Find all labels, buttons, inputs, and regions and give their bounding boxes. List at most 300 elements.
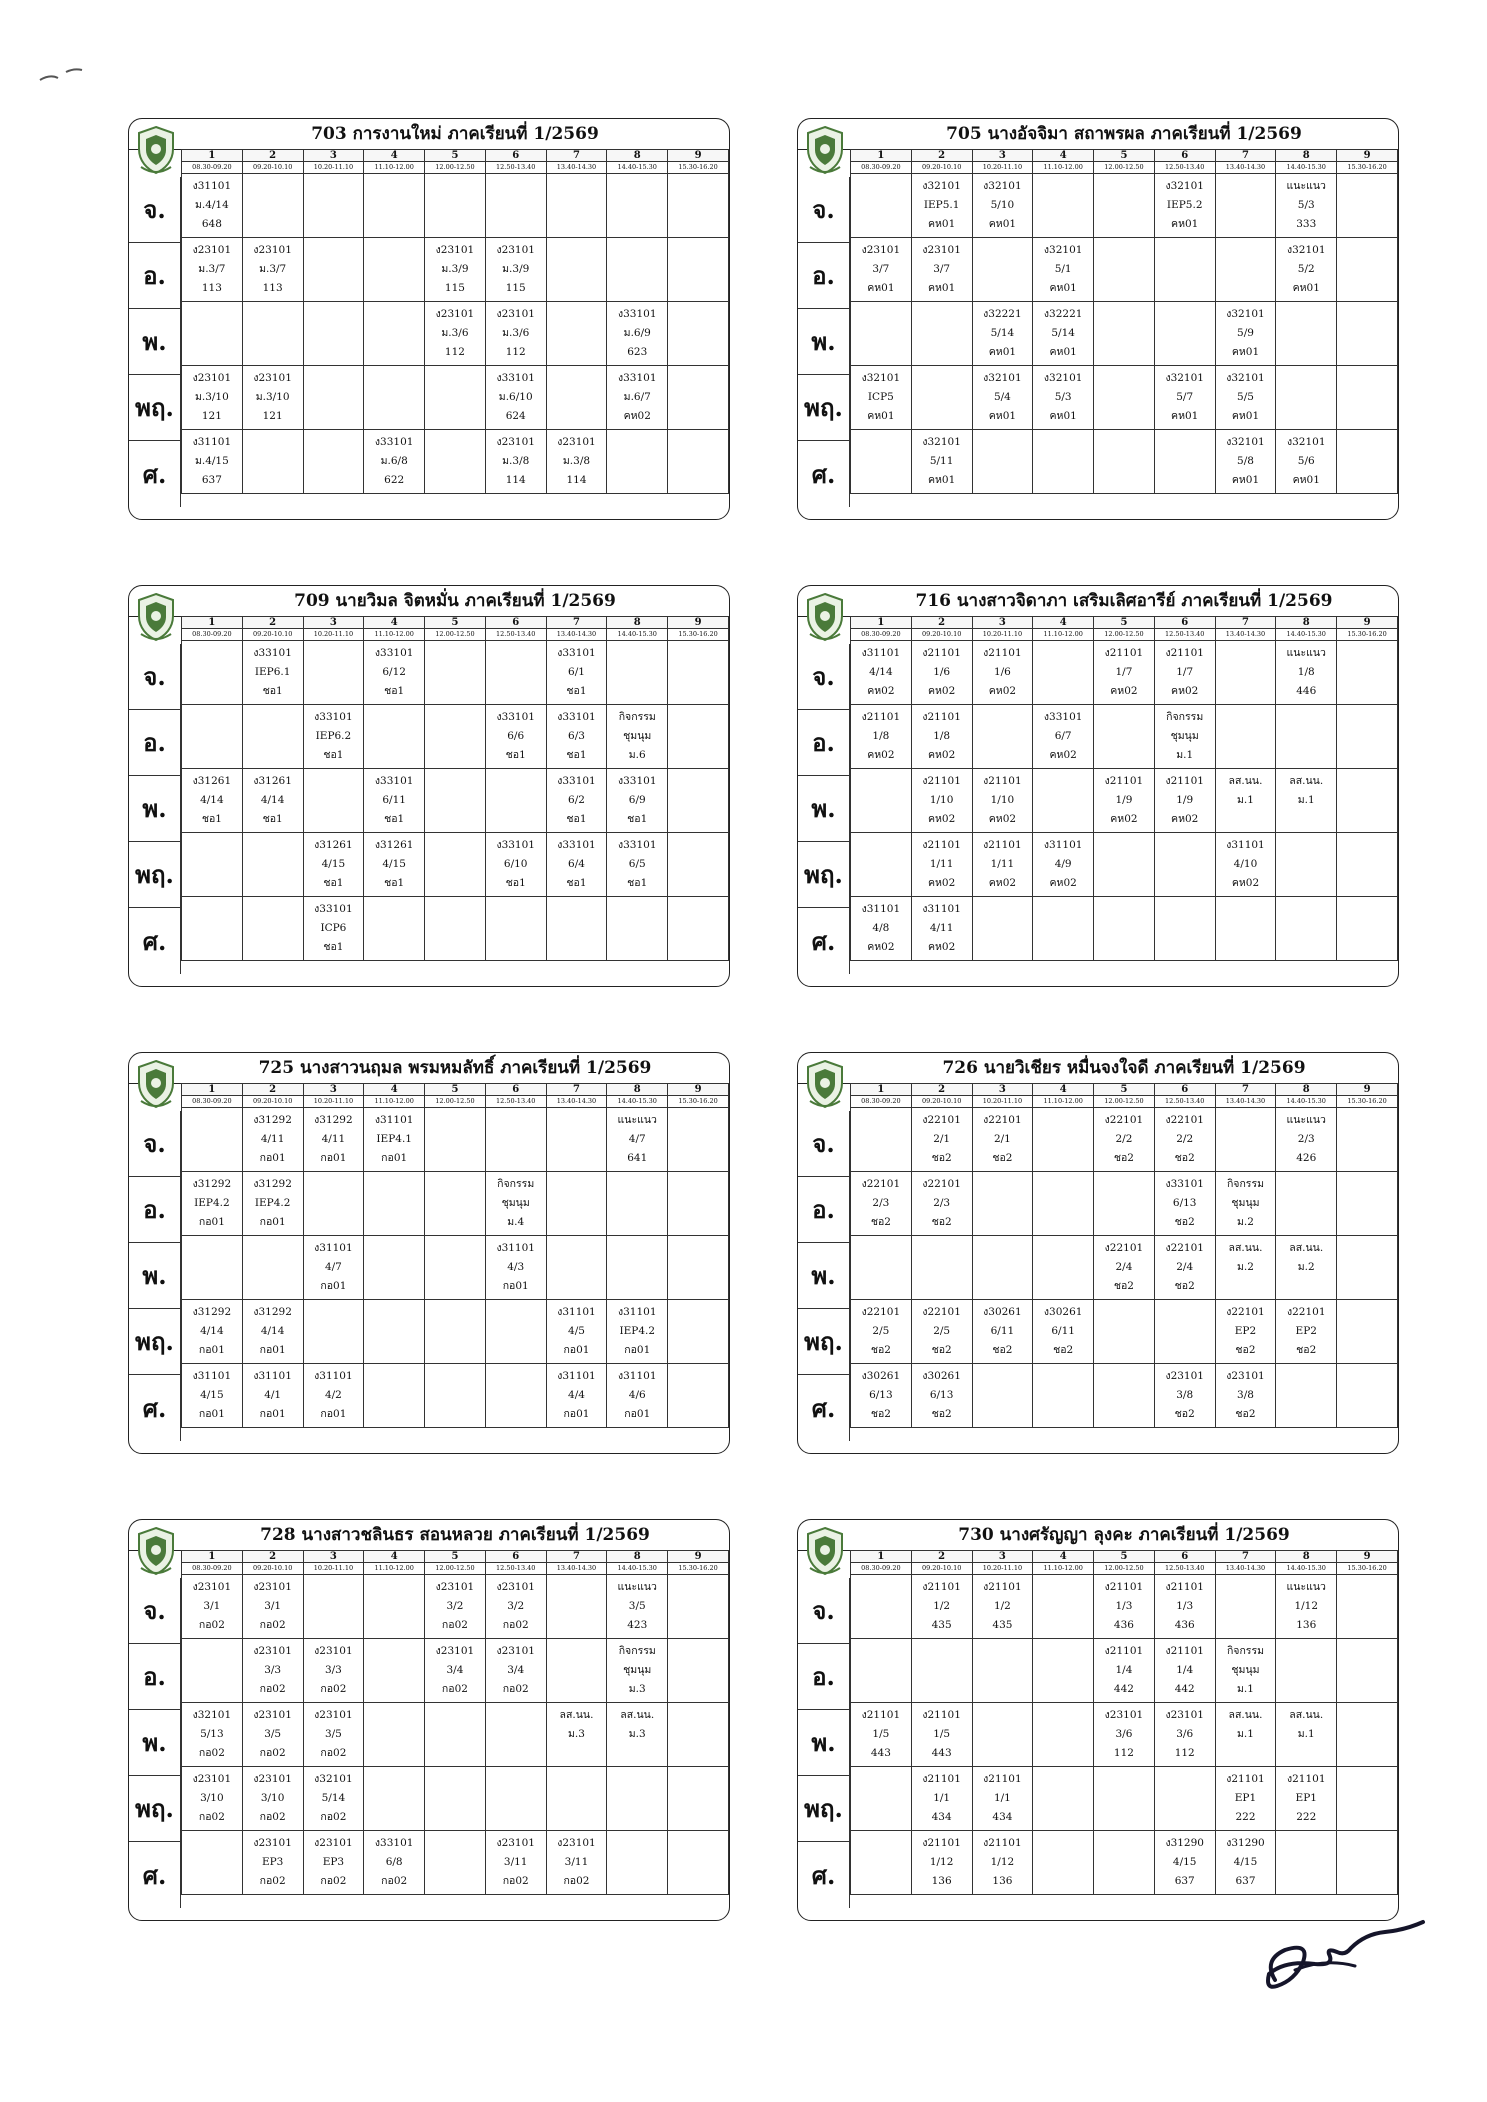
cell-line: ง23101	[435, 244, 475, 256]
schedule-cell	[364, 1767, 425, 1831]
schedule-cell	[485, 238, 546, 302]
schedule-cell	[607, 174, 668, 238]
schedule-cell	[546, 1364, 607, 1428]
cell-line: ง21101	[1165, 1581, 1204, 1593]
period-number: 8	[607, 1551, 668, 1563]
cell-line: กอ01	[259, 1216, 286, 1228]
schedule-cell	[425, 1300, 486, 1364]
schedule-cell	[303, 238, 364, 302]
cell-line: 6/11	[1051, 1325, 1075, 1337]
cell-line: ม.1	[1237, 794, 1254, 806]
schedule-cell	[851, 705, 912, 769]
cell-line: 1/9	[1115, 794, 1133, 806]
schedule-cell	[364, 1172, 425, 1236]
schedule-cell	[546, 1108, 607, 1172]
schedule-header	[129, 119, 729, 150]
schedule-cell	[1215, 1300, 1276, 1364]
timetable-grid	[181, 149, 729, 494]
cell-line: ง31101	[374, 1114, 414, 1126]
period-number: 1	[851, 617, 912, 629]
cell-line: ชอ1	[566, 813, 587, 825]
schedule-header	[798, 1520, 1398, 1551]
period-number: 4	[1033, 1084, 1094, 1096]
period-time: 14.40-15.30	[607, 1563, 668, 1575]
cell-line: ง21101	[922, 839, 961, 851]
timetable-grid	[181, 1550, 729, 1895]
cell-line: ชอ1	[384, 685, 405, 697]
schedule-cell	[851, 1300, 912, 1364]
cell-line: 114	[566, 474, 587, 486]
period-number: 7	[546, 150, 607, 162]
schedule-cell	[1215, 769, 1276, 833]
schedule-cell	[1154, 897, 1215, 961]
schedule-cell	[364, 833, 425, 897]
period-number: 4	[1033, 150, 1094, 162]
schedule-cell	[1154, 1831, 1215, 1895]
schedule-cell	[851, 641, 912, 705]
cell-line: คห02	[1049, 877, 1077, 889]
day-row	[851, 1703, 1398, 1767]
period-time: 09.20-10.10	[911, 1563, 972, 1575]
schedule-cell	[425, 1364, 486, 1428]
schedule-title: 716 นางสาวจิดาภา เสริมเลิศอารีย์ ภาคเรียนที่ 1/2569	[915, 591, 1333, 611]
schedule-cell	[1337, 769, 1398, 833]
period-number: 3	[972, 617, 1033, 629]
cell-line: ง23101	[435, 1581, 475, 1593]
period-number: 5	[425, 150, 486, 162]
period-number: 4	[364, 1551, 425, 1563]
cell-line: ม.3/10	[255, 391, 290, 403]
teacher-schedule	[128, 1519, 730, 1921]
cell-line: 136	[931, 1875, 952, 1887]
schedule-cell	[1094, 641, 1155, 705]
period-number: 3	[303, 1084, 364, 1096]
schedule-cell	[425, 238, 486, 302]
schedule-title: 726 นายวิเชียร หมื่นจงใจดี ภาคเรียนที่ 1/2569	[942, 1058, 1306, 1078]
cell-line: ง22101	[861, 1306, 901, 1318]
schedule-cell	[303, 769, 364, 833]
period-number: 6	[1154, 617, 1215, 629]
cell-line: ชอ2	[870, 1408, 891, 1420]
cell-line: 6/2	[568, 794, 585, 806]
cell-line: กอ02	[320, 1875, 347, 1887]
teacher-schedule	[797, 1052, 1399, 1454]
period-number: 6	[485, 1551, 546, 1563]
cell-line: ชุมนุม	[1231, 1664, 1260, 1676]
cell-line: EP2	[1295, 1325, 1317, 1337]
schedule-cell	[1094, 833, 1155, 897]
cell-line: 6/1	[568, 666, 585, 678]
schedule-cell	[1033, 1703, 1094, 1767]
cell-line: 4/7	[324, 1261, 342, 1273]
schedule-title: 705 นางอัจจิมา สถาพรผล ภาคเรียนที่ 1/2569	[946, 124, 1302, 144]
cell-line: ง31292	[192, 1178, 232, 1190]
cell-line: 5/7	[1176, 391, 1194, 403]
day-label: พฤ.	[129, 1776, 180, 1842]
schedule-cell	[485, 705, 546, 769]
period-time: 15.30-16.20	[668, 162, 729, 174]
cell-line: 1/2	[993, 1600, 1011, 1612]
period-time: 15.30-16.20	[668, 1563, 729, 1575]
schedule-cell	[1337, 1236, 1398, 1300]
schedule-cell	[1215, 302, 1276, 366]
cell-line: 2/3	[872, 1197, 890, 1209]
teacher-schedule	[797, 1519, 1399, 1921]
cell-line: ง31101	[253, 1370, 292, 1382]
period-number: 8	[1276, 150, 1337, 162]
schedule-cell	[1033, 1236, 1094, 1300]
schedule-cell	[911, 174, 972, 238]
period-time: 10.20-11.10	[972, 162, 1033, 174]
cell-line: ม.6/8	[380, 455, 408, 467]
cell-line: 112	[1174, 1747, 1195, 1759]
cell-line: 4/14	[260, 1325, 285, 1337]
cell-line: IEP4.2	[194, 1197, 230, 1209]
period-number: 6	[485, 150, 546, 162]
cell-line: คห02	[988, 813, 1017, 825]
schedule-cell	[364, 1108, 425, 1172]
cell-line: 443	[870, 1747, 891, 1759]
schedule-cell	[303, 366, 364, 430]
cell-line: ง32101	[1165, 180, 1204, 192]
cell-line: ง31101	[617, 1370, 657, 1382]
schedule-cell	[1033, 1172, 1094, 1236]
cell-line: 3/10	[200, 1792, 224, 1804]
day-label: จ.	[798, 1111, 849, 1177]
schedule-cell	[668, 1767, 729, 1831]
schedule-cell	[364, 1236, 425, 1300]
cell-line: คห02	[867, 685, 895, 697]
day-row	[851, 430, 1398, 494]
cell-line: 5/13	[200, 1728, 224, 1740]
period-time: 09.20-10.10	[911, 629, 972, 641]
schedule-cell	[1337, 1703, 1398, 1767]
period-time: 15.30-16.20	[668, 1096, 729, 1108]
schedule-cell	[364, 1364, 425, 1428]
schedule-cell	[851, 1172, 912, 1236]
schedule-cell	[607, 366, 668, 430]
period-time-row	[851, 1096, 1398, 1108]
cell-line: ง33101	[374, 647, 414, 659]
cell-line: ง23101	[557, 1837, 596, 1849]
schedule-cell	[1094, 897, 1155, 961]
period-time: 12.00-12.50	[1094, 1096, 1155, 1108]
cell-line: กอ01	[320, 1152, 347, 1164]
schedule-cell	[1154, 1767, 1215, 1831]
period-time: 10.20-11.10	[972, 1096, 1033, 1108]
schedule-cell	[1337, 705, 1398, 769]
day-label: พ.	[798, 1710, 849, 1776]
cell-line: คห01	[927, 282, 956, 294]
schedule-cell	[1033, 430, 1094, 494]
schedule-cell	[303, 897, 364, 961]
period-number: 9	[1337, 1551, 1398, 1563]
cell-line: 4/5	[568, 1325, 585, 1337]
day-row	[182, 897, 729, 961]
cell-line: ลส.นน.	[1289, 775, 1324, 787]
cell-line: ง32101	[1043, 372, 1083, 384]
cell-line: ชอ2	[1174, 1152, 1195, 1164]
cell-line: 3/8	[1176, 1389, 1194, 1401]
schedule-cell	[364, 769, 425, 833]
cell-line: คห01	[1049, 282, 1077, 294]
cell-line: 1/5	[872, 1728, 890, 1740]
cell-line: 3/1	[264, 1600, 282, 1612]
cell-line: ง21101	[983, 1773, 1022, 1785]
schedule-cell	[1033, 705, 1094, 769]
schedule-cell	[242, 1236, 303, 1300]
schedule-cell	[303, 705, 364, 769]
cell-line: 1/8	[1297, 666, 1315, 678]
schedule-cell	[425, 366, 486, 430]
cell-line: คห02	[1049, 749, 1077, 761]
cell-line: ง21101	[922, 1709, 961, 1721]
period-time: 10.20-11.10	[303, 629, 364, 641]
handwritten-signature	[1255, 1900, 1445, 2000]
period-number: 8	[1276, 1084, 1337, 1096]
schedule-cell	[911, 1703, 972, 1767]
cell-line: 6/11	[990, 1325, 1015, 1337]
cell-line: ง31101	[922, 903, 961, 915]
cell-line: กิจกรรม	[1166, 711, 1204, 723]
cell-line: 6/9	[628, 794, 646, 806]
schedule-cell	[607, 238, 668, 302]
schedule-cell	[303, 1172, 364, 1236]
cell-line: 1/3	[1115, 1600, 1133, 1612]
cell-line: 4/2	[324, 1389, 342, 1401]
cell-line: 136	[1296, 1619, 1317, 1631]
cell-line: คห01	[867, 282, 895, 294]
cell-line: คห01	[988, 346, 1017, 358]
schedule-cell	[303, 833, 364, 897]
schedule-cell	[851, 302, 912, 366]
cell-line: ง21101	[983, 647, 1022, 659]
cell-line: 4/15	[321, 858, 346, 870]
period-number: 6	[1154, 150, 1215, 162]
schedule-cell	[1276, 1300, 1337, 1364]
schedule-cell	[607, 1300, 668, 1364]
cell-line: 5/4	[993, 391, 1011, 403]
schedule-cell	[1276, 1172, 1337, 1236]
cell-line: 648	[201, 218, 222, 230]
cell-line: 113	[262, 282, 283, 294]
schedule-cell	[1276, 1364, 1337, 1428]
schedule-title: 725 นางสาวนฤมล พรมหมลัทธิ์ ภาคเรียนที่ 1/2569	[258, 1058, 652, 1078]
schedule-cell	[1276, 705, 1337, 769]
cell-line: กอ01	[624, 1344, 651, 1356]
schedule-cell	[911, 1300, 972, 1364]
day-label: พ.	[798, 309, 849, 375]
period-time: 13.40-14.30	[1215, 162, 1276, 174]
period-number: 2	[911, 150, 972, 162]
cell-line: ง32101	[192, 1709, 232, 1721]
day-row	[182, 302, 729, 366]
cell-line: ชอ2	[992, 1344, 1013, 1356]
cell-line: ชุมนุม	[623, 1664, 652, 1676]
schedule-cell	[1094, 705, 1155, 769]
period-time: 12.50-13.40	[485, 629, 546, 641]
schedule-header	[798, 119, 1398, 150]
schedule-cell	[1276, 897, 1337, 961]
cell-line: IEP6.2	[315, 730, 352, 742]
cell-line: 6/11	[382, 794, 406, 806]
schedule-cell	[1276, 833, 1337, 897]
schedule-cell	[668, 833, 729, 897]
cell-line: คห01	[927, 218, 956, 230]
schedule-cell	[1337, 1108, 1398, 1172]
schedule-cell	[1215, 641, 1276, 705]
cell-line: 222	[1296, 1811, 1317, 1823]
period-time: 12.00-12.50	[425, 162, 486, 174]
cell-line: ชอ1	[566, 749, 587, 761]
cell-line: ง31292	[253, 1114, 292, 1126]
schedule-cell	[851, 366, 912, 430]
cell-line: ชอ1	[384, 877, 405, 889]
period-time: 11.10-12.00	[364, 1563, 425, 1575]
day-label: พ.	[798, 1243, 849, 1309]
cell-line: คห02	[1171, 685, 1199, 697]
schedule-cell	[182, 174, 243, 238]
cell-line: คห01	[1292, 474, 1320, 486]
schedule-cell	[546, 1767, 607, 1831]
cell-line: ง31290	[1226, 1837, 1265, 1849]
schedule-cell	[425, 430, 486, 494]
cell-line: ง21101	[1286, 1773, 1326, 1785]
day-row	[182, 1767, 729, 1831]
cell-line: คห01	[927, 474, 956, 486]
cell-line: 112	[444, 346, 465, 358]
schedule-cell	[485, 366, 546, 430]
cell-line: กอ02	[259, 1619, 286, 1631]
school-crest-icon	[133, 1524, 179, 1578]
cell-line: 6/12	[382, 666, 406, 678]
schedule-cell	[364, 897, 425, 961]
period-number: 2	[911, 1551, 972, 1563]
cell-line: ชุมนุม	[1231, 1197, 1260, 1209]
cell-line: ม.6	[628, 749, 646, 761]
teacher-schedule	[797, 585, 1399, 987]
schedule-header	[129, 1053, 729, 1084]
schedule-cell	[972, 769, 1033, 833]
schedule-cell	[1337, 1364, 1398, 1428]
cell-line: 3/5	[628, 1600, 646, 1612]
schedule-cell	[972, 366, 1033, 430]
day-label: ศ.	[811, 1860, 836, 1890]
cell-line: 112	[1113, 1747, 1134, 1759]
cell-line: 4/8	[872, 922, 890, 934]
period-time-row	[182, 629, 729, 641]
cell-line: ม.3/8	[502, 455, 530, 467]
period-number: 2	[911, 617, 972, 629]
cell-line: ม.3	[628, 1683, 646, 1695]
cell-line: ลส.นน.	[1289, 1709, 1324, 1721]
cell-line: ง31101	[861, 647, 901, 659]
schedule-cell	[546, 302, 607, 366]
cell-line: ICP5	[867, 391, 894, 403]
schedule-cell	[364, 1703, 425, 1767]
period-time: 10.20-11.10	[972, 629, 1033, 641]
cell-line: ง21101	[1104, 1645, 1144, 1657]
schedule-cell	[1094, 1575, 1155, 1639]
cell-line: 442	[1113, 1683, 1134, 1695]
schedule-cell	[425, 1172, 486, 1236]
schedule-cell	[242, 897, 303, 961]
period-time: 08.30-09.20	[182, 629, 243, 641]
schedule-cell	[425, 897, 486, 961]
schedule-cell	[607, 833, 668, 897]
cell-line: EP3	[261, 1856, 284, 1868]
schedule-cell	[182, 238, 243, 302]
schedule-cell	[1094, 1236, 1155, 1300]
period-time: 10.20-11.10	[972, 1563, 1033, 1575]
cell-line: กอ01	[198, 1216, 225, 1228]
cell-line: ง23101	[253, 372, 292, 384]
cell-line: คห02	[927, 941, 956, 953]
schedule-cell	[1337, 430, 1398, 494]
cell-line: ง32101	[1226, 436, 1265, 448]
period-time: 09.20-10.10	[242, 1563, 303, 1575]
cell-line: ง31101	[557, 1370, 596, 1382]
cell-line: กอ01	[320, 1280, 347, 1292]
cell-line: 121	[262, 410, 283, 422]
schedule-header	[798, 1053, 1398, 1084]
period-time: 09.20-10.10	[242, 629, 303, 641]
schedule-cell	[485, 1172, 546, 1236]
cell-line: 1/11	[990, 858, 1015, 870]
schedule-cell	[911, 1236, 972, 1300]
period-time: 12.50-13.40	[485, 162, 546, 174]
cell-line: 115	[505, 282, 526, 294]
school-crest-icon	[133, 590, 179, 644]
schedule-cell	[364, 1831, 425, 1895]
schedule-cell	[425, 1831, 486, 1895]
schedule-cell	[972, 430, 1033, 494]
period-time: 14.40-15.30	[1276, 1563, 1337, 1575]
cell-line: 3/8	[1237, 1389, 1254, 1401]
cell-line: ชอ2	[992, 1152, 1013, 1164]
period-number: 2	[242, 1084, 303, 1096]
schedule-cell	[1215, 705, 1276, 769]
schedule-cell	[668, 705, 729, 769]
cell-line: ง21101	[922, 711, 961, 723]
schedule-cell	[546, 1575, 607, 1639]
schedule-cell	[1154, 641, 1215, 705]
schedule-cell	[485, 1767, 546, 1831]
cell-line: 436	[1174, 1619, 1195, 1631]
period-time: 10.20-11.10	[303, 1096, 364, 1108]
day-row	[182, 1703, 729, 1767]
cell-line: คห01	[1292, 282, 1320, 294]
schedule-cell	[1154, 1364, 1215, 1428]
cell-line: ง21101	[861, 711, 901, 723]
cell-line: ง22101	[861, 1178, 901, 1190]
schedule-cell	[1337, 833, 1398, 897]
cell-line: กอ02	[441, 1619, 468, 1631]
schedule-cell	[1094, 769, 1155, 833]
schedule-cell	[972, 1703, 1033, 1767]
schedule-cell	[1276, 174, 1337, 238]
period-number: 7	[546, 1551, 607, 1563]
schedule-cell	[1215, 1364, 1276, 1428]
schedule-title: 728 นางสาวชลินธร สอนหลวย ภาคเรียนที่ 1/2569	[260, 1525, 650, 1545]
cell-line: ชอ2	[931, 1216, 952, 1228]
day-label: ศ.	[811, 459, 836, 489]
cell-line: ชอ1	[323, 877, 344, 889]
schedule-cell	[607, 641, 668, 705]
cell-line: คห01	[1231, 346, 1260, 358]
cell-line: 5/9	[1237, 327, 1254, 339]
cell-line: ชอ2	[1235, 1408, 1256, 1420]
